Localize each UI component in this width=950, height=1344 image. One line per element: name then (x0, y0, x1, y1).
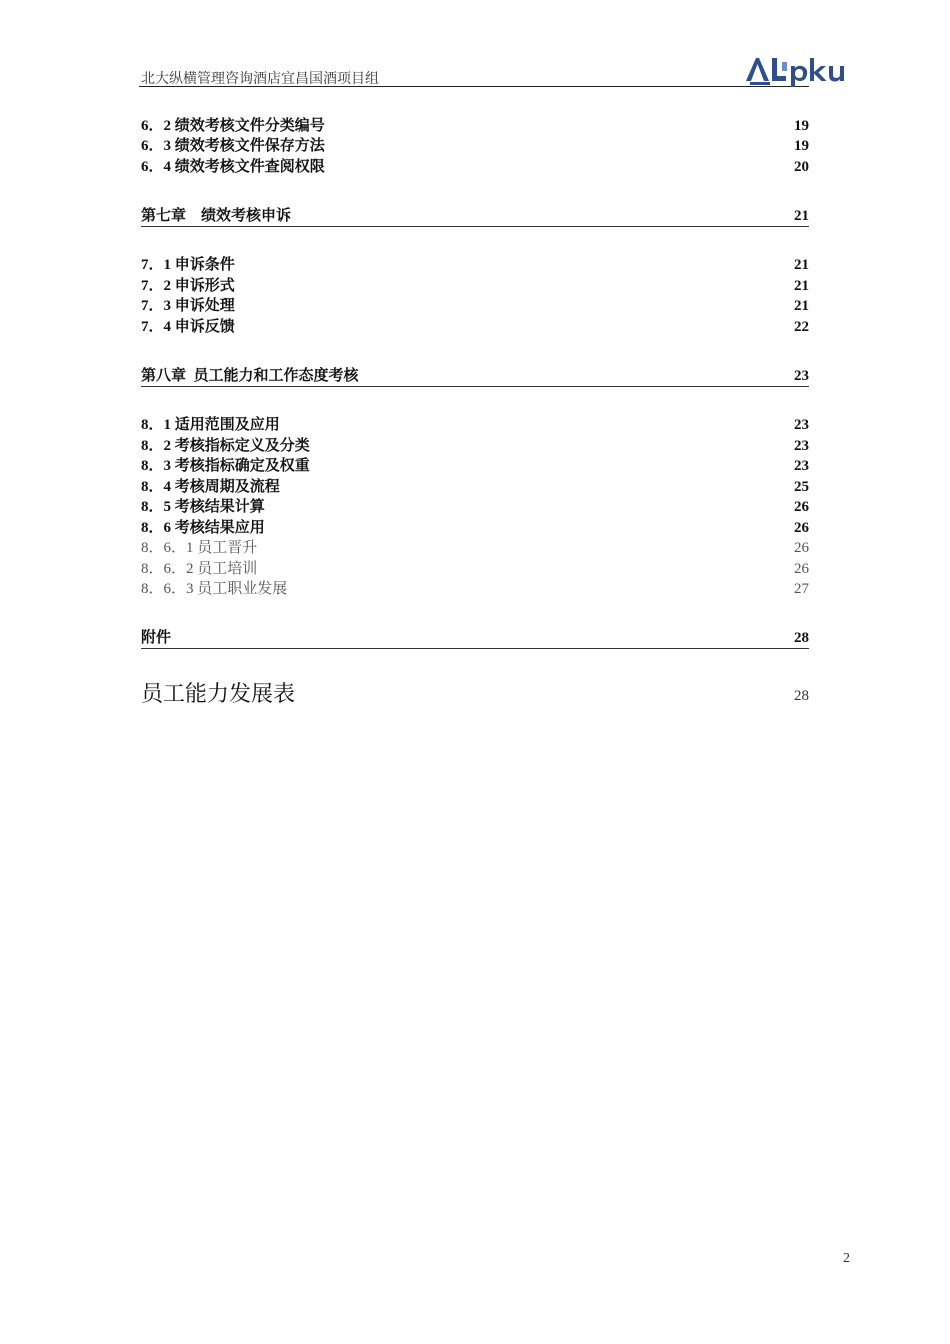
toc-appendix-title: 员工能力发展表 (141, 681, 296, 706)
toc-entry-page: 25 (794, 479, 809, 495)
toc-entry-title: 6．4 绩效考核文件查阅权限 (141, 159, 325, 175)
toc-entry[interactable] (141, 317, 809, 337)
toc-entry-title: 8．4 考核周期及流程 (141, 479, 280, 495)
toc-appendix-entry[interactable] (141, 680, 809, 710)
toc-subentry-page: 26 (794, 540, 809, 556)
toc-entry[interactable] (141, 477, 809, 497)
toc-subentry-page: 26 (794, 561, 809, 577)
toc-entry-page: 22 (794, 319, 809, 335)
toc-entry[interactable] (141, 518, 809, 538)
toc-entry-page: 20 (794, 159, 809, 175)
toc-subentry[interactable] (141, 559, 809, 579)
toc-entry-page: 23 (794, 417, 809, 433)
toc-entry[interactable] (141, 436, 809, 456)
toc-entry-title: 7．2 申诉形式 (141, 278, 235, 294)
toc-entry[interactable] (141, 415, 809, 435)
toc-entry-title: 8．2 考核指标定义及分类 (141, 438, 310, 454)
toc-entry[interactable] (141, 116, 809, 136)
toc-subentry-title: 8．6．3 员工职业发展 (141, 581, 288, 597)
toc-chapter-title: 第八章 员工能力和工作态度考核 (141, 368, 359, 384)
toc-chapter-entry[interactable] (141, 366, 809, 387)
page-number: 2 (843, 1251, 850, 1266)
toc-chapter-page: 21 (794, 208, 809, 224)
toc-entry-title: 6．3 绩效考核文件保存方法 (141, 138, 325, 154)
toc-entry-title: 8．3 考核指标确定及权重 (141, 458, 310, 474)
toc-entry-page: 19 (794, 118, 809, 134)
toc-entry-title: 8．6 考核结果应用 (141, 520, 265, 536)
toc-entry-page: 21 (794, 298, 809, 314)
toc-chapter-title: 附件 (141, 630, 172, 646)
toc-entry[interactable] (141, 136, 809, 156)
alpku-logo (744, 54, 858, 88)
toc-entry[interactable] (141, 497, 809, 517)
toc-subentry[interactable] (141, 579, 809, 599)
header-title: 北大纵横管理咨询酒店宜昌国酒项目组 (141, 72, 379, 87)
toc-subentry-page: 27 (794, 581, 809, 597)
toc-entry-title: 8．5 考核结果计算 (141, 499, 265, 515)
toc-appendix-page: 28 (794, 688, 809, 704)
toc-entry-page: 21 (794, 257, 809, 273)
toc-entry-page: 23 (794, 458, 809, 474)
toc-entry-page: 21 (794, 278, 809, 294)
toc-entry[interactable] (141, 456, 809, 476)
toc-chapter-entry[interactable] (141, 628, 809, 649)
toc-entry-title: 6．2 绩效考核文件分类编号 (141, 118, 325, 134)
toc-entry-title: 7．1 申诉条件 (141, 257, 235, 273)
toc-subentry[interactable] (141, 538, 809, 558)
toc-entry-title: 7．4 申诉反馈 (141, 319, 235, 335)
toc-entry-title: 8．1 适用范围及应用 (141, 417, 280, 433)
toc-entry-title: 7．3 申诉处理 (141, 298, 235, 314)
toc-subentry-title: 8．6．1 员工晋升 (141, 540, 258, 556)
toc-chapter-entry[interactable] (141, 206, 809, 227)
toc-entry[interactable] (141, 157, 809, 177)
toc-entry[interactable] (141, 276, 809, 296)
toc-entry[interactable] (141, 255, 809, 275)
toc-subentry-title: 8．6．2 员工培训 (141, 561, 258, 577)
toc-entry-page: 19 (794, 138, 809, 154)
toc-entry[interactable] (141, 296, 809, 316)
toc-entry-page: 26 (794, 499, 809, 515)
header-divider (139, 86, 809, 87)
toc-entry-page: 23 (794, 438, 809, 454)
toc-chapter-page: 28 (794, 630, 809, 646)
toc-chapter-title: 第七章 绩效考核申诉 (141, 208, 292, 224)
toc-chapter-page: 23 (794, 368, 809, 384)
toc-entry-page: 26 (794, 520, 809, 536)
